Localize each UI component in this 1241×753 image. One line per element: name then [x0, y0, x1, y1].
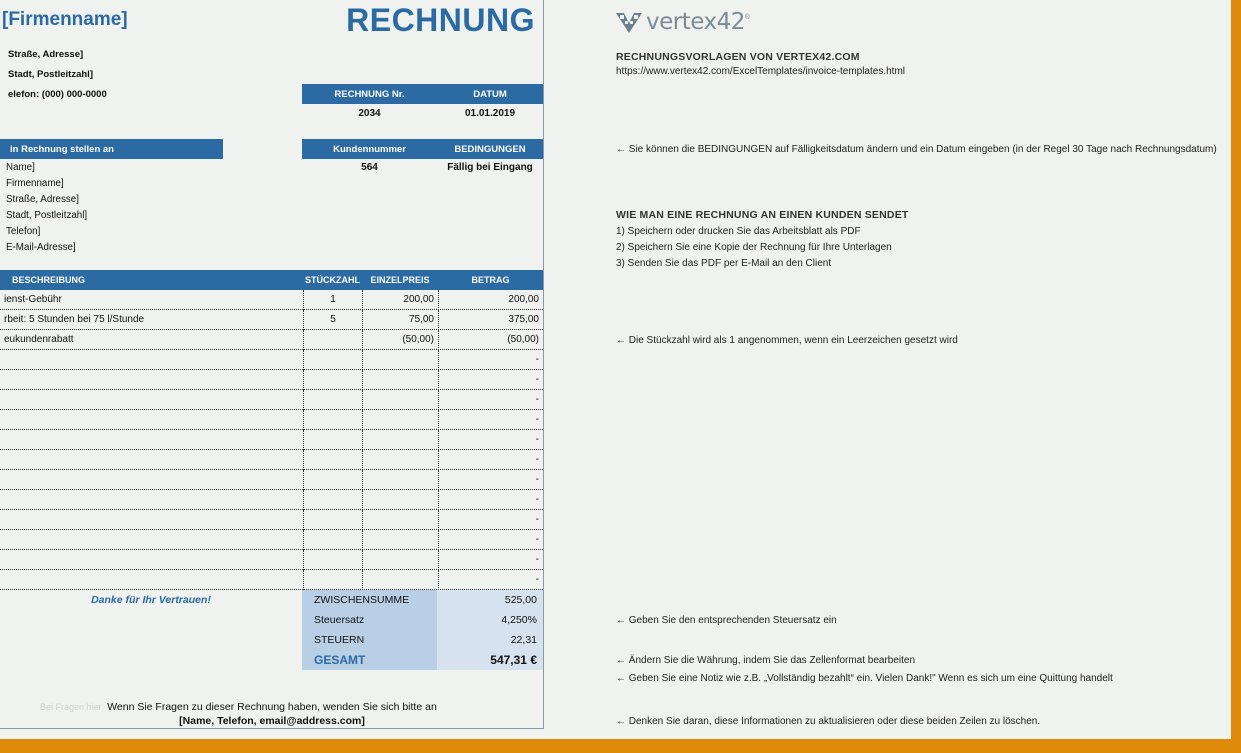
- table-row: [0, 310, 543, 330]
- hidden-helper-text: Bei Fragen hier: [40, 702, 102, 712]
- item-description[interactable]: eukundenrabatt: [4, 334, 74, 345]
- send-step-1: 1) Speichern oder drucken Sie das Arbeitsblatt als PDF: [616, 226, 861, 237]
- bill-to-email[interactable]: E-Mail-Adresse]: [6, 242, 76, 253]
- company-phone[interactable]: elefon: (000) 000-0000: [8, 89, 107, 100]
- item-description[interactable]: [0, 550, 303, 570]
- item-quantity[interactable]: [303, 370, 362, 390]
- item-amount[interactable]: -: [438, 570, 543, 590]
- table-row: [0, 510, 543, 530]
- table-row: [0, 550, 543, 570]
- item-description[interactable]: [0, 390, 303, 410]
- total-value[interactable]: 547,31 €: [437, 650, 543, 670]
- table-row: [0, 490, 543, 510]
- item-quantity[interactable]: 5: [303, 310, 362, 330]
- note-receipt: ← Geben Sie eine Notiz wie z.B. „Vollständig bezahlt“ ein. Vielen Dank!" Wenn es sich um eine Quittung handelt: [616, 673, 1113, 684]
- item-quantity[interactable]: [303, 550, 362, 570]
- bill-to-phone[interactable]: Telefon]: [6, 226, 41, 237]
- tax-rate-label: Steuersatz: [302, 610, 437, 630]
- item-description[interactable]: rbeit: 5 Stunden bei 75 l/Stunde: [4, 314, 145, 325]
- item-quantity[interactable]: [303, 490, 362, 510]
- send-step-2: 2) Speichern Sie eine Kopie der Rechnung für Ihre Unterlagen: [616, 242, 892, 253]
- date-label: DATUM: [437, 84, 543, 104]
- subtotal-value[interactable]: 525,00: [437, 590, 543, 610]
- send-instructions-title: WIE MAN EINE RECHNUNG AN EINEN KUNDEN SENDET: [616, 209, 909, 221]
- item-description[interactable]: [0, 430, 303, 450]
- item-quantity[interactable]: [303, 510, 362, 530]
- item-unit-price[interactable]: 75,00: [362, 310, 438, 330]
- table-row: [0, 330, 543, 350]
- source-title: RECHNUNGSVORLAGEN VON VERTEX42.COM: [616, 51, 860, 63]
- column-header-quantity: STÜCKZAHL: [303, 270, 362, 290]
- subtotal-label: ZWISCHENSUMME: [302, 590, 437, 610]
- item-description[interactable]: [0, 570, 303, 590]
- item-unit-price[interactable]: [362, 370, 438, 390]
- bill-to-name[interactable]: Name]: [6, 162, 35, 173]
- item-unit-price[interactable]: [362, 450, 438, 470]
- invoice-area: [0, 0, 544, 729]
- column-header-unit-price: EINZELPREIS: [362, 270, 438, 290]
- item-quantity[interactable]: 1: [303, 290, 362, 310]
- item-description[interactable]: [0, 530, 303, 550]
- item-amount[interactable]: -: [438, 450, 543, 470]
- tax-label: STEUERN: [302, 630, 437, 650]
- item-description[interactable]: [0, 490, 303, 510]
- item-amount[interactable]: (50,00): [438, 330, 543, 350]
- item-description[interactable]: [0, 350, 303, 370]
- total-label: GESAMT: [302, 650, 437, 670]
- bill-to-street[interactable]: Straße, Adresse]: [6, 194, 79, 205]
- invoice-number[interactable]: 2034: [358, 108, 381, 119]
- terms-label: BEDINGUNGEN: [437, 139, 543, 159]
- item-amount[interactable]: -: [438, 430, 543, 450]
- vertex42-logo: [616, 8, 750, 36]
- item-amount[interactable]: -: [438, 370, 543, 390]
- item-quantity[interactable]: [303, 430, 362, 450]
- customer-number[interactable]: 564: [361, 162, 378, 173]
- item-amount[interactable]: -: [438, 550, 543, 570]
- column-header-amount: BETRAG: [438, 270, 543, 290]
- customer-number-label: Kundennummer: [302, 139, 437, 159]
- note-terms: ← Sie können die BEDINGUNGEN auf Fälligkeitsdatum ändern und ein Datum eingeben (in der Regel 30 Tage nach Rechnungsdatum): [616, 144, 1217, 155]
- item-unit-price[interactable]: (50,00): [362, 330, 438, 350]
- note-quantity: ← Die Stückzahl wird als 1 angenommen, wenn ein Leerzeichen gesetzt wird: [616, 335, 958, 346]
- item-amount[interactable]: -: [438, 530, 543, 550]
- source-url-link[interactable]: https://www.vertex42.com/ExcelTemplates/invoice-templates.html: [616, 66, 905, 77]
- item-amount[interactable]: -: [438, 470, 543, 490]
- tax-rate-value[interactable]: 4,250%: [437, 610, 543, 630]
- vertex42-logo-icon: [616, 11, 642, 33]
- logo-text: vertex42: [646, 9, 745, 35]
- item-description[interactable]: [0, 470, 303, 490]
- invoice-date[interactable]: 01.01.2019: [464, 108, 516, 119]
- item-unit-price[interactable]: [362, 410, 438, 430]
- invoice-number-label: RECHNUNG Nr.: [302, 84, 437, 104]
- bill-to-label: in Rechnung stellen an: [0, 139, 223, 159]
- item-quantity[interactable]: [303, 470, 362, 490]
- table-row: [0, 370, 543, 390]
- note-tax-rate: ← Geben Sie den entsprechenden Steuersatz ein: [616, 615, 837, 626]
- thanks-note[interactable]: Danke für Ihr Vertrauen!: [91, 594, 211, 606]
- logo-registered-mark: ®: [744, 13, 751, 21]
- table-row: [0, 410, 543, 430]
- item-quantity[interactable]: [303, 410, 362, 430]
- footer-contact[interactable]: [Name, Telefon, email@address.com]: [179, 715, 365, 727]
- item-quantity[interactable]: [303, 350, 362, 370]
- item-unit-price[interactable]: [362, 470, 438, 490]
- table-row: [0, 570, 543, 590]
- item-amount[interactable]: 200,00: [438, 290, 543, 310]
- item-description[interactable]: ienst-Gebühr: [4, 294, 62, 305]
- payment-terms[interactable]: Fällig bei Eingang: [447, 162, 533, 173]
- item-unit-price[interactable]: [362, 350, 438, 370]
- item-description[interactable]: [0, 370, 303, 390]
- tax-value[interactable]: 22,31: [437, 630, 543, 650]
- item-quantity[interactable]: [303, 530, 362, 550]
- item-amount[interactable]: 375,00: [438, 310, 543, 330]
- item-amount[interactable]: -: [438, 490, 543, 510]
- item-description[interactable]: [0, 450, 303, 470]
- item-unit-price[interactable]: [362, 550, 438, 570]
- item-quantity[interactable]: [303, 450, 362, 470]
- item-amount[interactable]: -: [438, 390, 543, 410]
- item-description[interactable]: [0, 510, 303, 530]
- send-step-3: 3) Senden Sie das PDF per E-Mail an den Client: [616, 258, 832, 269]
- bill-to-company[interactable]: Firmenname]: [6, 178, 64, 189]
- item-unit-price[interactable]: [362, 510, 438, 530]
- note-update-contact: ← Denken Sie daran, diese Informationen zu aktualisieren oder diese beiden Zeilen zu löschen.: [616, 716, 1041, 727]
- bill-to-city[interactable]: Stadt, Postleitzahl]: [6, 210, 88, 221]
- table-row: [0, 450, 543, 470]
- company-street[interactable]: Straße, Adresse]: [8, 49, 84, 60]
- table-row: [0, 350, 543, 370]
- item-unit-price[interactable]: [362, 530, 438, 550]
- invoice-title: RECHNUNG: [346, 2, 535, 38]
- table-row: [0, 390, 543, 410]
- item-quantity[interactable]: [303, 570, 362, 590]
- item-amount[interactable]: -: [438, 350, 543, 370]
- company-city[interactable]: Stadt, Postleitzahl]: [8, 69, 93, 80]
- item-unit-price[interactable]: [362, 490, 438, 510]
- table-row: [0, 290, 543, 310]
- item-unit-price[interactable]: [362, 430, 438, 450]
- footer-question-text[interactable]: Wenn Sie Fragen zu dieser Rechnung haben, wenden Sie sich bitte an: [107, 701, 437, 713]
- item-description[interactable]: [0, 410, 303, 430]
- item-unit-price[interactable]: 200,00: [362, 290, 438, 310]
- item-quantity[interactable]: [303, 390, 362, 410]
- column-header-description: BESCHREIBUNG: [0, 270, 303, 290]
- item-amount[interactable]: -: [438, 410, 543, 430]
- table-row: [0, 430, 543, 450]
- note-currency: ← Ändern Sie die Währung, indem Sie das Zellenformat bearbeiten: [616, 655, 916, 666]
- table-row: [0, 530, 543, 550]
- company-name[interactable]: [Firmenname]: [2, 9, 128, 30]
- table-row: [0, 470, 543, 490]
- item-amount[interactable]: -: [438, 510, 543, 530]
- item-unit-price[interactable]: [362, 390, 438, 410]
- item-unit-price[interactable]: [362, 570, 438, 590]
- item-quantity[interactable]: [303, 330, 362, 350]
